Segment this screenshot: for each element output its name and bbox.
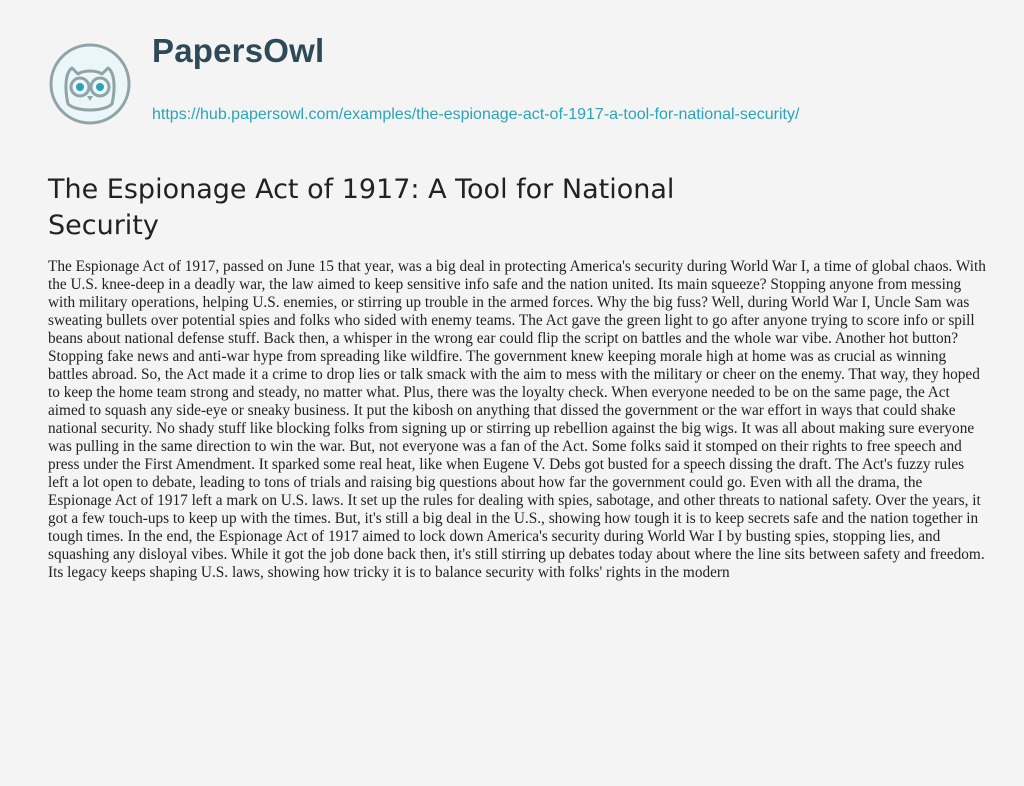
site-header bbox=[48, 30, 988, 140]
source-url-link[interactable]: https://hub.papersowl.com/examples/the-espionage-act-of-1917-a-tool-for-national-security/ bbox=[152, 106, 800, 123]
essay-body: The Espionage Act of 1917, passed on June 15 that year, was a big deal in protecting America's security during World War I, a time of global chaos. With the U.S. knee-deep in a deadly war, the law aimed to keep sensitive info safe and the nation united. Its main squeeze? Stopping anyone from messing with military operations, helping U.S. enemies, or stirring up trouble in the armed forces. Why the big fuss? Well, during World War I, Uncle Sam was sweating bullets over potential spies and folks who sided with enemy teams. The Act gave the green light to go after anyone trying to score info or spill beans about national defense stuff. Back then, a whisper in the wrong ear could flip the script on battles and the whole war vibe. Another hot button? Stopping fake news and anti-war hype from spreading like wildfire. The government knew keeping morale high at home was as crucial as winning battles abroad. So, the Act made it a crime to drop lies or talk smack with the aim to mess with the military or cheer on the enemy. That way, they hoped to keep the home team strong and steady, no matter what. Plus, there was the loyalty check. When everyone needed to be on the same page, the Act aimed to squash any side-eye or sneaky business. It put the kibosh on anything that dissed the government or the war effort in ways that could shake national security. No shady stuff like blocking folks from signing up or stirring up rebellion against the big wigs. It was all about making sure everyone was pulling in the same direction to win the war. But, not everyone was a fan of the Act. Some folks said it stomped on their rights to free speech and press under the First Amendment. It sparked some real heat, like when Eugene V. Debs got busted for a speech dissing the draft. The Act's fuzzy rules left a lot open to debate, leading to tons of trials and raising big questions about how far the government could go. Even with all the drama, the Espionage Act of 1917 left a mark on U.S. laws. It set up the rules for dealing with spies, sabotage, and other threats to national safety. Over the years, it got a few touch-ups to keep up with the times. But, it's still a big deal in the U.S., showing how tough it is to keep secrets safe and the nation together in tough times. In the end, the Espionage Act of 1917 aimed to lock down America's security during World War I by busting spies, stopping lies, and squashing any disloyal vibes. While it got the job done back then, it's still stirring up debates today about where the line sits between safety and freedom. Its legacy keeps shaping U.S. laws, showing how tricky it is to balance security with folks' rights in the modern bbox=[48, 258, 986, 581]
essay-title: The Espionage Act of 1917: A Tool for National Security bbox=[48, 174, 675, 241]
owl-logo-icon bbox=[48, 42, 132, 126]
brand-name: PapersOwl bbox=[152, 32, 325, 69]
